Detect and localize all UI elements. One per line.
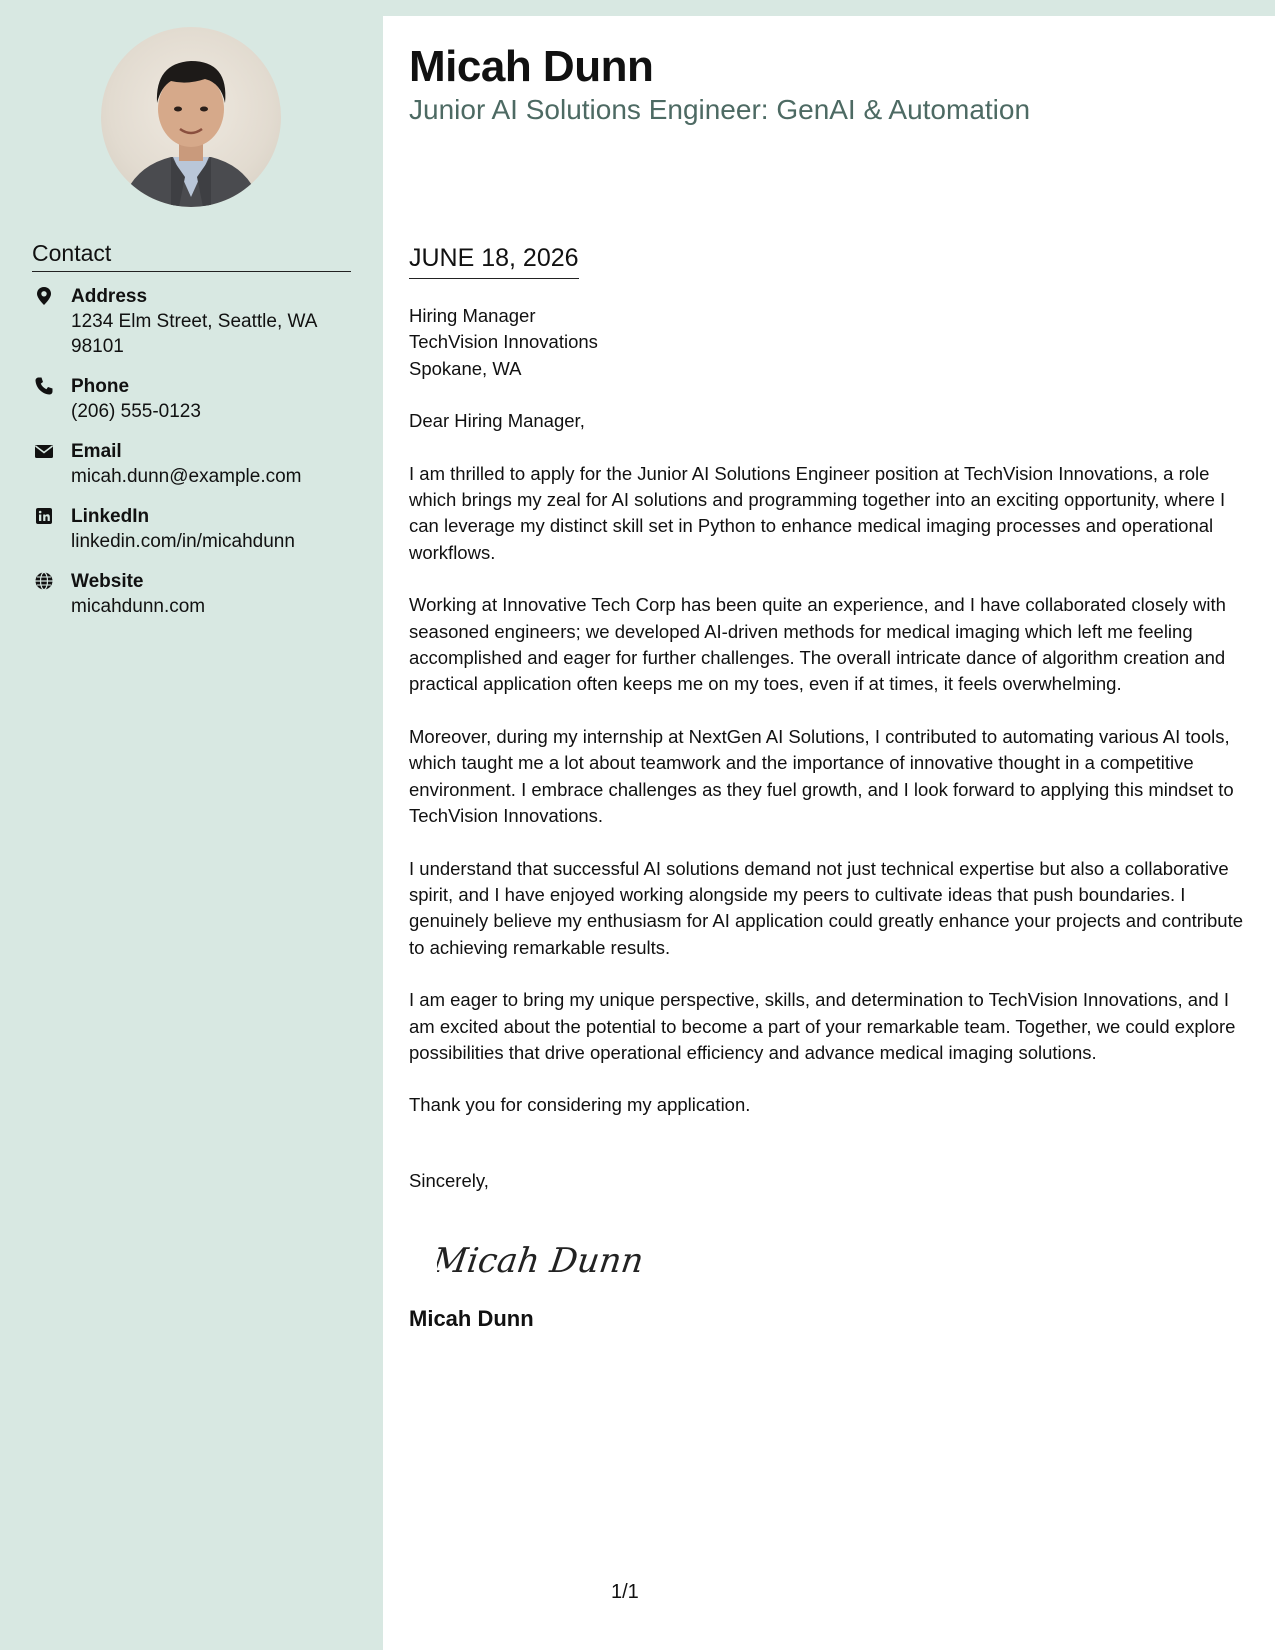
job-title: Junior AI Solutions Engineer: GenAI & Automation — [409, 94, 1031, 125]
letter-date: JUNE 18, 2026 — [409, 244, 579, 279]
recipient-block — [409, 303, 1249, 382]
contact-value-website[interactable]: micahdunn.com — [71, 596, 206, 617]
contact-label-phone: Phone — [71, 376, 130, 397]
contact-list — [32, 284, 362, 634]
profile-photo — [101, 27, 281, 207]
paragraph: I am eager to bring my unique perspective, skills, and determination to TechVision Innovations, and I am excited about the potential to become a part of your remarkable team. Together, we could explore possibilities that drive operational efficiency and advance medical imaging solutions. — [409, 989, 1236, 1063]
contact-heading: Contact — [32, 240, 351, 272]
contact-website — [32, 569, 362, 619]
phone-icon — [34, 376, 54, 396]
recipient-line: Hiring Manager — [409, 305, 536, 326]
contact-phone — [32, 374, 362, 424]
map-pin-icon — [34, 286, 54, 306]
letter-page — [383, 16, 1275, 1650]
recipient-line: Spokane, WA — [409, 357, 522, 379]
letter-body — [409, 303, 1249, 1333]
page-number: 1/1 — [611, 1581, 639, 1603]
linkedin-icon — [34, 506, 54, 526]
contact-linkedin — [32, 504, 362, 554]
globe-icon — [34, 571, 54, 591]
contact-address — [32, 284, 362, 359]
contact-email — [32, 439, 362, 489]
signer-name: Micah Dunn — [409, 1306, 534, 1332]
signature — [437, 1230, 1249, 1290]
contact-label-email: Email — [71, 441, 122, 462]
paragraph: Moreover, during my internship at NextGen AI Solutions, I contributed to automating various AI tools, which taught me a lot about teamwork and the importance of innovative thought in a competitive environment. I embrace challenges as they fuel growth, and I look forward to applying this mindset to TechVision Innovations. — [409, 725, 1234, 827]
recipient-line: TechVision Innovations — [409, 331, 598, 353]
paragraph: Working at Innovative Tech Corp has been quite an experience, and I have collaborated closely with seasoned engineers; we developed AI-driven methods for medical imaging which left me feeling accomplished and eager for further challenges. The overall intricate dance of algorithm creation and practical application often keeps me on my toes, even if at times, it feels overwhelming. — [409, 594, 1226, 695]
paragraph: Thank you for considering my application. — [409, 1094, 751, 1116]
paragraph: I am thrilled to apply for the Junior AI Solutions Engineer position at TechVision Innovations, a role which brings my zeal for AI solutions and programming together into an exciting opportunity, where I can leverage my distinct skill set in Python to enhance medical imaging processes and operational workflows. — [409, 462, 1226, 563]
contact-label-website: Website — [71, 571, 144, 592]
contact-value-email[interactable]: micah.dunn@example.com — [71, 466, 302, 487]
signature-text: Micah Dunn — [437, 1241, 647, 1282]
salutation: Dear Hiring Manager, — [409, 410, 585, 432]
applicant-name: Micah Dunn — [409, 42, 654, 91]
sidebar — [0, 0, 383, 1650]
envelope-icon — [34, 441, 54, 461]
contact-value-phone: (206) 555-0123 — [71, 401, 201, 422]
paragraph: I understand that successful AI solutions demand not just technical expertise but also a collaborative spirit, and I have enjoyed working alongside my peers to cultivate ideas that push boundaries. I genuinely believe my enthusiasm for AI application could greatly enhance your projects and contribute to achieving remarkable results. — [409, 857, 1244, 958]
closing: Sincerely, — [409, 1169, 489, 1191]
contact-label-address: Address — [71, 286, 148, 307]
contact-label-linkedin: LinkedIn — [71, 506, 150, 527]
contact-value-linkedin[interactable]: linkedin.com/in/micahdunn — [71, 531, 295, 552]
contact-value-address: 1234 Elm Street, Seattle, WA 98101 — [71, 311, 317, 357]
